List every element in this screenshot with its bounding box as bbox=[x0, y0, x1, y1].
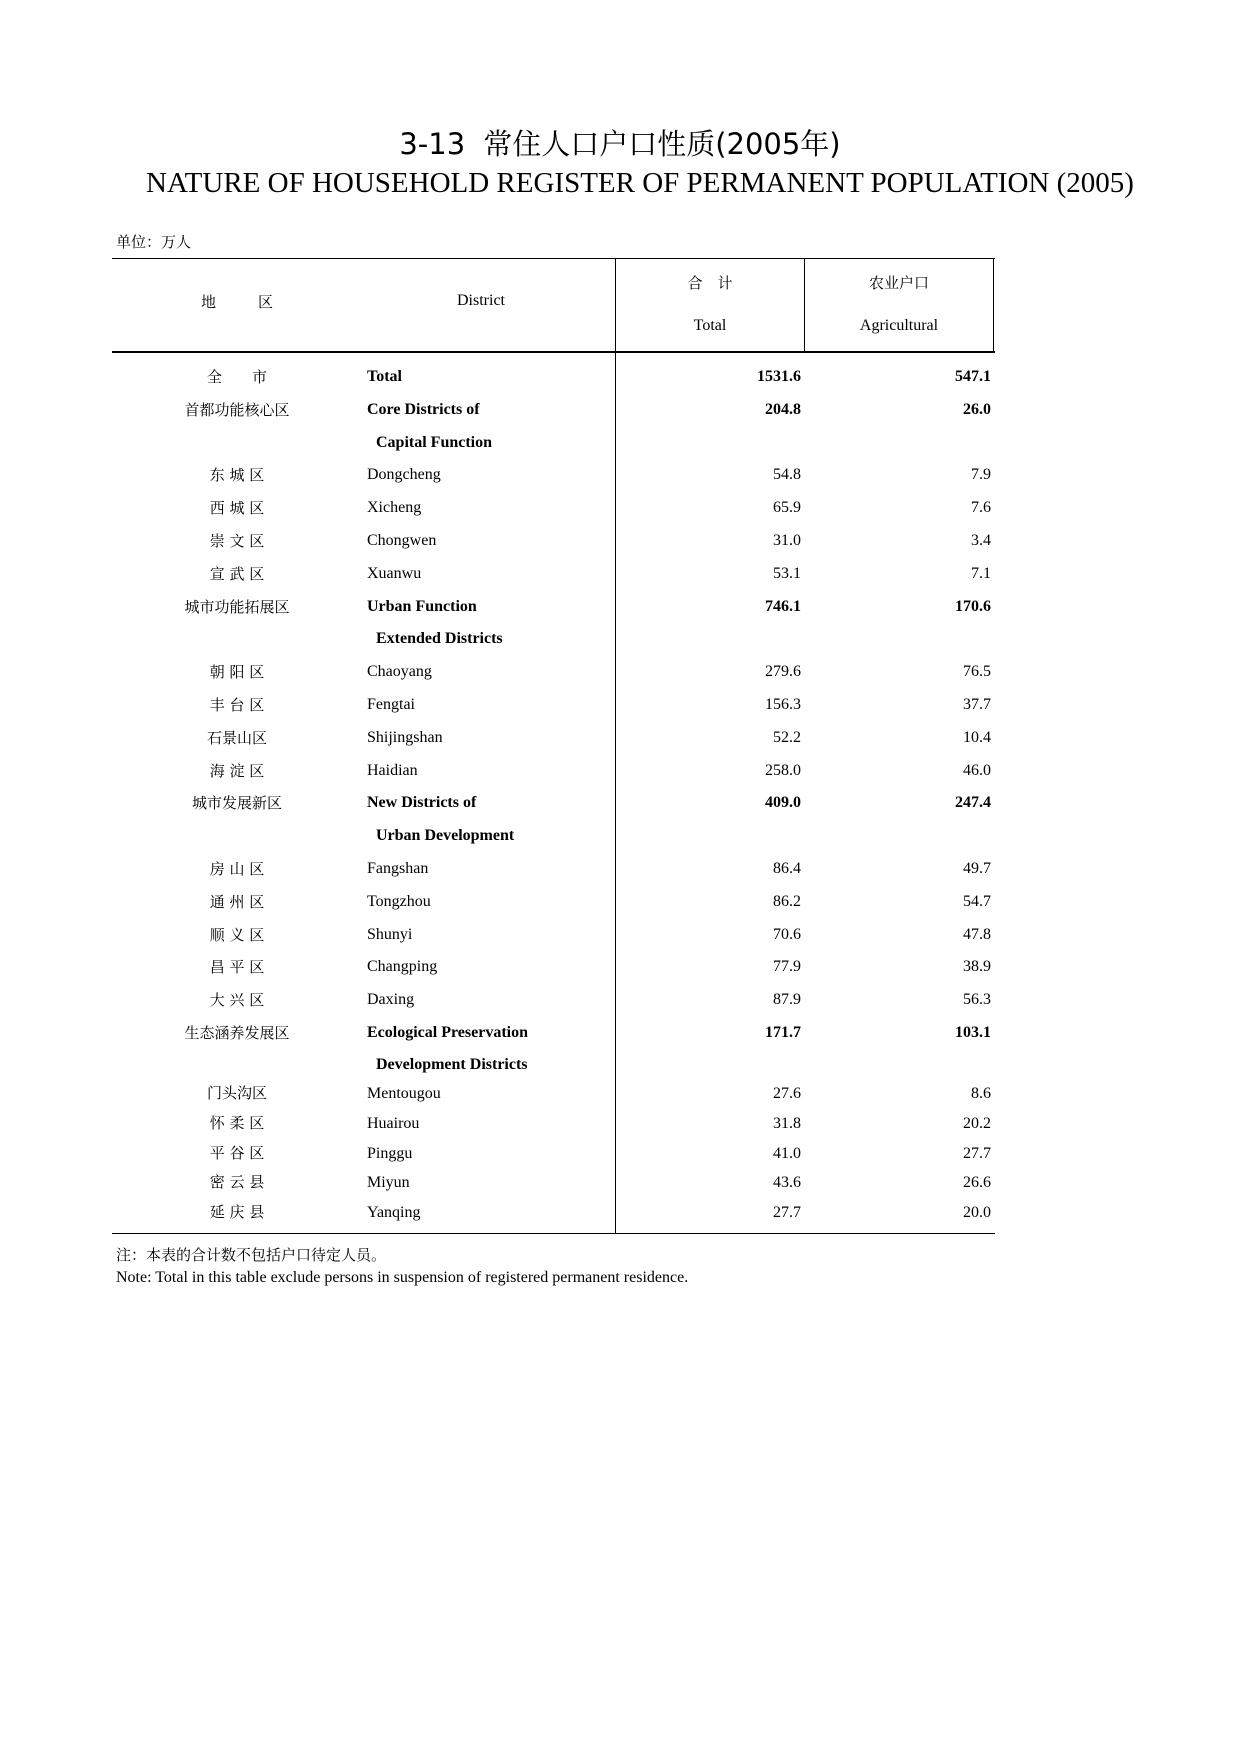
header-district-cn bbox=[112, 291, 362, 312]
header-district-en: District bbox=[457, 292, 505, 309]
district-en-cell: Xuanwu bbox=[367, 564, 422, 582]
table-row bbox=[112, 591, 995, 624]
table-row bbox=[112, 525, 995, 558]
district-cn-cell: 平 谷 区 bbox=[209, 1143, 265, 1162]
table-row bbox=[112, 1050, 995, 1080]
note-en: Note: Total in this table exclude persons in suspension of registered permanent residence. bbox=[116, 1269, 689, 1286]
district-cn-cell: 西 城 区 bbox=[209, 499, 265, 518]
total-value-cell: 156.3 bbox=[765, 695, 801, 713]
district-en-cell: Fangshan bbox=[367, 859, 429, 877]
table-title-cn bbox=[0, 124, 1240, 164]
district-en-cell: Development Districts bbox=[376, 1055, 528, 1073]
table-row bbox=[112, 1017, 995, 1050]
district-en-cell: Yanqing bbox=[367, 1203, 421, 1221]
total-value-cell: 27.7 bbox=[773, 1203, 801, 1221]
table-row bbox=[112, 394, 995, 427]
table-row bbox=[112, 558, 995, 591]
district-cn-cell: 东 城 区 bbox=[209, 466, 265, 485]
table-number: 3-13 bbox=[399, 127, 466, 161]
header-total-en: Total bbox=[693, 317, 727, 334]
district-en-cell: Haidian bbox=[367, 761, 418, 779]
table-row bbox=[112, 1198, 995, 1228]
district-cn-cell: 海 淀 区 bbox=[209, 761, 265, 780]
district-cn-cell: 怀 柔 区 bbox=[209, 1113, 265, 1132]
district-en-cell: Extended Districts bbox=[376, 630, 503, 648]
district-cn-cell: 宣 武 区 bbox=[209, 564, 265, 583]
table-row bbox=[112, 623, 995, 656]
header-divider-2 bbox=[804, 259, 805, 351]
agricultural-value-cell: 7.9 bbox=[971, 466, 991, 484]
total-value-cell: 77.9 bbox=[773, 958, 801, 976]
district-en-cell: Tongzhou bbox=[367, 892, 431, 910]
total-value-cell: 746.1 bbox=[765, 597, 801, 615]
agricultural-value-cell: 7.6 bbox=[971, 499, 991, 517]
total-value-cell: 27.6 bbox=[773, 1085, 801, 1103]
district-en-cell: Miyun bbox=[367, 1174, 410, 1192]
agricultural-value-cell: 7.1 bbox=[971, 564, 991, 582]
agricultural-value-cell: 247.4 bbox=[955, 794, 991, 812]
table-row bbox=[112, 787, 995, 820]
table-row bbox=[112, 853, 995, 886]
table-row bbox=[112, 722, 995, 755]
district-cn-cell: 通 州 区 bbox=[209, 892, 265, 911]
total-value-cell: 41.0 bbox=[773, 1144, 801, 1162]
total-value-cell: 1531.6 bbox=[757, 368, 801, 385]
table-row bbox=[112, 1168, 995, 1198]
table-row bbox=[112, 755, 995, 788]
header-total-cn: 合 计 bbox=[687, 274, 733, 292]
agricultural-value-cell: 76.5 bbox=[963, 663, 991, 681]
district-cn-cell: 生态涵养发展区 bbox=[184, 1023, 290, 1042]
table-row bbox=[112, 689, 995, 722]
total-value-cell: 65.9 bbox=[773, 499, 801, 517]
district-cn-cell: 密 云 县 bbox=[209, 1173, 265, 1192]
note-cn: 注：本表的合计数不包括户口待定人员。 bbox=[116, 1246, 387, 1264]
total-value-cell: 70.6 bbox=[773, 925, 801, 943]
district-cn-cell: 城市功能拓展区 bbox=[184, 597, 290, 616]
total-value-cell: 87.9 bbox=[773, 991, 801, 1009]
header-district-cn-b: 区 bbox=[258, 293, 274, 311]
agricultural-value-cell: 170.6 bbox=[955, 597, 991, 615]
total-value-cell: 204.8 bbox=[765, 400, 801, 418]
district-en-cell: Pinggu bbox=[367, 1144, 413, 1162]
header-district-cn-a: 地 bbox=[200, 293, 216, 311]
agricultural-value-cell: 49.7 bbox=[963, 859, 991, 877]
total-value-cell: 31.8 bbox=[773, 1114, 801, 1132]
district-cn-cell: 房 山 区 bbox=[209, 859, 265, 878]
header-agricultural-en: Agricultural bbox=[859, 317, 939, 334]
district-en-cell: Dongcheng bbox=[367, 466, 441, 484]
total-value-cell: 54.8 bbox=[773, 466, 801, 484]
agricultural-value-cell: 103.1 bbox=[955, 1023, 991, 1041]
district-cn-cell: 昌 平 区 bbox=[209, 958, 265, 977]
agricultural-value-cell: 56.3 bbox=[963, 991, 991, 1009]
table-row bbox=[112, 361, 995, 394]
table-row bbox=[112, 492, 995, 525]
district-en-cell: Ecological Preservation bbox=[367, 1023, 528, 1041]
agricultural-value-cell: 8.6 bbox=[971, 1085, 991, 1103]
district-en-cell: Total bbox=[367, 368, 402, 385]
district-cn-cell: 城市发展新区 bbox=[191, 794, 282, 813]
table-row bbox=[112, 459, 995, 492]
district-cn-cell: 顺 义 区 bbox=[209, 925, 265, 944]
total-value-cell: 409.0 bbox=[765, 794, 801, 812]
agricultural-value-cell: 26.6 bbox=[963, 1174, 991, 1192]
total-value-cell: 86.2 bbox=[773, 892, 801, 910]
district-cn-cell: 门头沟区 bbox=[206, 1084, 267, 1103]
table-row bbox=[112, 820, 995, 853]
district-en-cell: Chaoyang bbox=[367, 663, 432, 681]
table-row bbox=[112, 951, 995, 984]
total-value-cell: 43.6 bbox=[773, 1174, 801, 1192]
district-en-cell: Daxing bbox=[367, 991, 415, 1009]
agricultural-value-cell: 20.2 bbox=[963, 1114, 991, 1132]
agricultural-value-cell: 3.4 bbox=[971, 531, 991, 549]
district-en-cell: Capital Function bbox=[376, 433, 493, 451]
district-en-cell: Fengtai bbox=[367, 695, 415, 713]
district-en-cell: Changping bbox=[367, 958, 438, 976]
district-en-cell: Urban Function bbox=[367, 597, 477, 615]
unit-label: 单位：万人 bbox=[116, 233, 192, 251]
district-en-cell: Shijingshan bbox=[367, 728, 443, 746]
agricultural-value-cell: 46.0 bbox=[963, 761, 991, 779]
district-en-cell: Core Districts of bbox=[367, 400, 480, 418]
total-value-cell: 258.0 bbox=[765, 761, 801, 779]
agricultural-value-cell: 20.0 bbox=[963, 1203, 991, 1221]
table-row bbox=[112, 984, 995, 1017]
total-value-cell: 52.2 bbox=[773, 728, 801, 746]
table-body bbox=[112, 353, 995, 1234]
agricultural-value-cell: 10.4 bbox=[963, 728, 991, 746]
district-cn-cell: 延 庆 县 bbox=[209, 1202, 265, 1221]
agricultural-value-cell: 54.7 bbox=[963, 892, 991, 910]
district-cn-cell: 崇 文 区 bbox=[209, 531, 265, 550]
agricultural-value-cell: 547.1 bbox=[955, 368, 991, 385]
agricultural-value-cell: 37.7 bbox=[963, 695, 991, 713]
header-divider-3 bbox=[993, 259, 994, 351]
total-value-cell: 31.0 bbox=[773, 531, 801, 549]
district-cn-cell: 全 市 bbox=[206, 368, 267, 386]
district-cn-cell: 丰 台 区 bbox=[209, 695, 265, 714]
table-row bbox=[112, 427, 995, 460]
district-cn-cell: 大 兴 区 bbox=[209, 991, 265, 1010]
header-agricultural-cn: 农业户口 bbox=[868, 274, 929, 292]
table-title-cn-text: 常住人口户口性质(2005年) bbox=[483, 127, 841, 161]
table-title-en: NATURE OF HOUSEHOLD REGISTER OF PERMANENT POPULATION (2005) bbox=[146, 167, 1134, 199]
agricultural-value-cell: 27.7 bbox=[963, 1144, 991, 1162]
table-row bbox=[112, 1109, 995, 1139]
district-en-cell: New Districts of bbox=[367, 794, 477, 812]
district-cn-cell: 朝 阳 区 bbox=[209, 663, 265, 682]
agricultural-value-cell: 47.8 bbox=[963, 925, 991, 943]
district-en-cell: Xicheng bbox=[367, 499, 422, 517]
table-row bbox=[112, 919, 995, 952]
total-value-cell: 86.4 bbox=[773, 859, 801, 877]
population-table bbox=[112, 258, 995, 1234]
district-en-cell: Urban Development bbox=[376, 827, 515, 845]
table-row bbox=[112, 656, 995, 689]
district-en-cell: Chongwen bbox=[367, 531, 437, 549]
agricultural-value-cell: 38.9 bbox=[963, 958, 991, 976]
agricultural-value-cell: 26.0 bbox=[963, 400, 991, 418]
total-value-cell: 53.1 bbox=[773, 564, 801, 582]
district-en-cell: Shunyi bbox=[367, 925, 413, 943]
table-row bbox=[112, 1139, 995, 1169]
district-en-cell: Huairou bbox=[367, 1114, 420, 1132]
header-divider-1 bbox=[615, 259, 616, 351]
table-header bbox=[112, 258, 995, 353]
district-en-cell: Mentougou bbox=[367, 1085, 441, 1103]
district-cn-cell: 石景山区 bbox=[206, 728, 267, 747]
table-row bbox=[112, 886, 995, 919]
total-value-cell: 279.6 bbox=[765, 663, 801, 681]
district-cn-cell: 首都功能核心区 bbox=[184, 400, 290, 419]
table-row bbox=[112, 1079, 995, 1109]
total-value-cell: 171.7 bbox=[765, 1023, 801, 1041]
